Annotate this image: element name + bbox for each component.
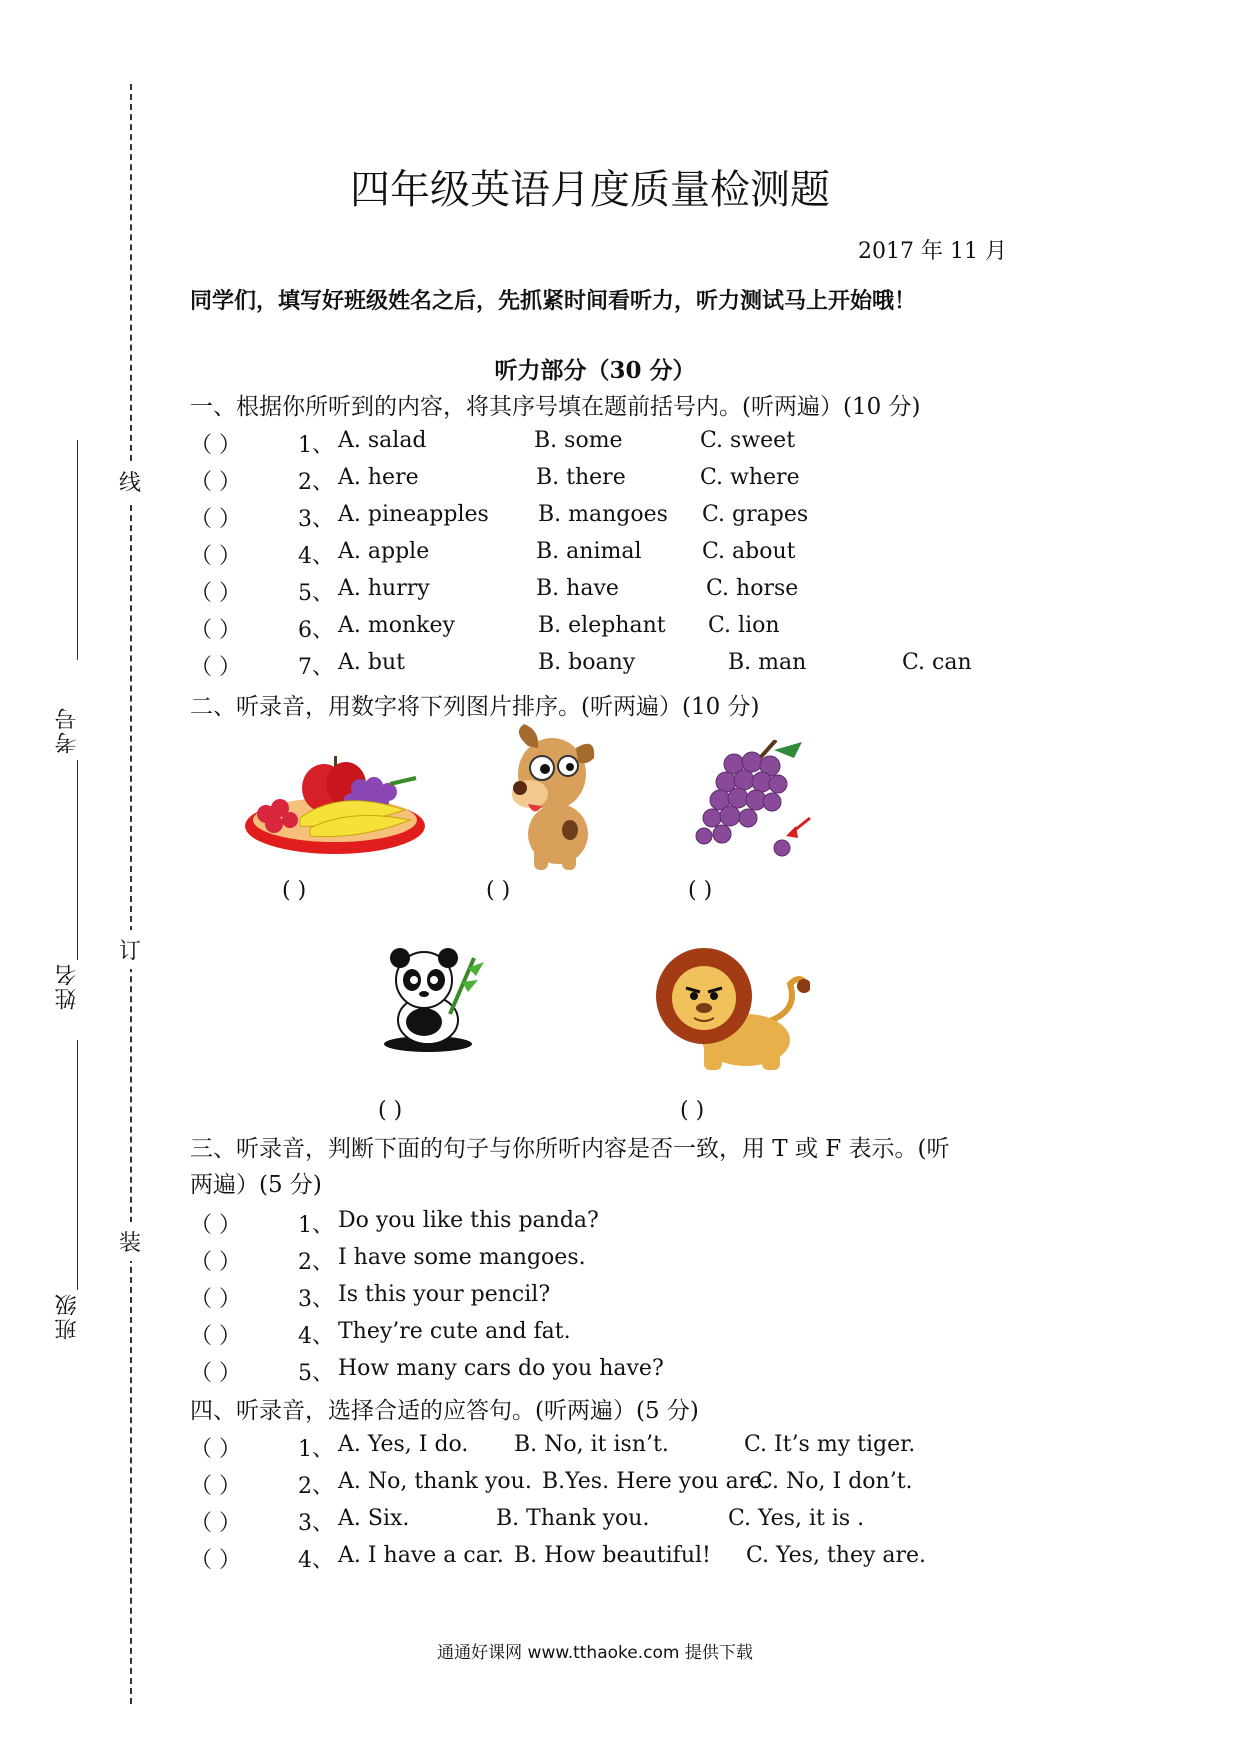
section2-title: 二、听录音，用数字将下列图片排序。(听两遍）(10 分) (190, 694, 760, 720)
item-number: 4、 (298, 544, 334, 569)
statement-text: Is this your pencil? (338, 1282, 551, 1307)
option-a: A. Six. (338, 1506, 410, 1531)
option-b: B. there (536, 465, 626, 490)
answer-paren[interactable]: （ ） (190, 1287, 241, 1312)
item-number: 1、 (298, 433, 334, 458)
answer-paren[interactable]: （ ） (190, 433, 241, 458)
option-c: C. where (700, 465, 800, 490)
kaohao-fill-line (77, 440, 78, 660)
option-b: B. mangoes (538, 502, 668, 527)
answer-paren[interactable]: （ ） (190, 1324, 241, 1349)
panda-image (378, 944, 488, 1054)
dog-image (498, 722, 608, 872)
lion-image (650, 944, 810, 1074)
option-c: C. Yes, it is . (728, 1506, 865, 1531)
item-number: 4、 (298, 1548, 334, 1573)
section1-title: 一、根据你所听到的内容，将其序号填在题前括号内。(听两遍）(10 分) (190, 394, 921, 420)
item-number: 2、 (298, 470, 334, 495)
section4-title: 四、听录音，选择合适的应答句。(听两遍）(5 分) (190, 1398, 699, 1424)
option-c: C. sweet (700, 428, 796, 453)
grapes-image (690, 740, 820, 860)
option-a: A. No, thank you. (338, 1469, 532, 1494)
picture-answer-paren[interactable]: ( ) (282, 878, 307, 903)
item-number: 5、 (298, 1361, 334, 1386)
banji-fill-line (77, 1040, 78, 1290)
option-a: A. pineapples (338, 502, 489, 527)
item-number: 2、 (298, 1250, 334, 1275)
statement-text: How many cars do you have? (338, 1356, 664, 1381)
option-c: C. lion (708, 613, 780, 638)
option-c: C. horse (706, 576, 799, 601)
option-b: B. elephant (538, 613, 666, 638)
item-number: 3、 (298, 1511, 334, 1536)
answer-paren[interactable]: （ ） (190, 1511, 241, 1536)
option-b: B. How beautiful! (514, 1543, 711, 1568)
section3-title-line1: 三、听录音，判断下面的句子与你所听内容是否一致，用 T 或 F 表示。(听 (190, 1136, 950, 1162)
intro-text: 同学们，填写好班级姓名之后，先抓紧时间看听力，听力测试马上开始哦！ (190, 288, 917, 314)
picture-answer-paren[interactable]: ( ) (688, 878, 713, 903)
option-b: B. boany (538, 650, 636, 675)
option-c: C. No, I don’t. (756, 1469, 913, 1494)
answer-paren[interactable]: （ ） (190, 618, 241, 643)
answer-paren[interactable]: （ ） (190, 581, 241, 606)
option-b: B.Yes. Here you are. (542, 1469, 770, 1494)
xingming-fill-line (77, 760, 78, 960)
option-c: C. Yes, they are. (746, 1543, 927, 1568)
option-c: B. man (728, 650, 807, 675)
answer-paren[interactable]: （ ） (190, 655, 241, 680)
option-b: B. animal (536, 539, 642, 564)
item-number: 3、 (298, 507, 334, 532)
option-a: A. Yes, I do. (338, 1432, 469, 1457)
option-d: C. can (902, 650, 972, 675)
option-b: B. have (536, 576, 619, 601)
answer-paren[interactable]: （ ） (190, 1250, 241, 1275)
margin-label-xian: 线 (118, 462, 142, 501)
option-a: A. here (338, 465, 419, 490)
statement-text: Do you like this panda? (338, 1208, 599, 1233)
item-number: 3、 (298, 1287, 334, 1312)
option-b: B. some (534, 428, 623, 453)
item-number: 7、 (298, 655, 334, 680)
xingming-label: 姓名 (55, 962, 80, 1010)
margin-label-ding: 订 (118, 930, 142, 969)
fruit-plate-image (240, 748, 430, 860)
answer-paren[interactable]: （ ） (190, 470, 241, 495)
page-title: 四年级英语月度质量检测题 (350, 167, 830, 213)
answer-paren[interactable]: （ ） (190, 1437, 241, 1462)
listening-heading: 听力部分（30 分） (494, 357, 696, 384)
statement-text: I have some mangoes. (338, 1245, 586, 1270)
option-c: C. grapes (702, 502, 809, 527)
picture-answer-paren[interactable]: ( ) (680, 1098, 705, 1123)
margin-label-zhuang: 装 (118, 1222, 142, 1261)
banji-label: 班级 (55, 1292, 80, 1340)
item-number: 6、 (298, 618, 334, 643)
answer-paren[interactable]: （ ） (190, 544, 241, 569)
option-a: A. but (338, 650, 405, 675)
item-number: 1、 (298, 1437, 334, 1462)
binding-dashed-line (130, 84, 132, 1704)
item-number: 1、 (298, 1213, 334, 1238)
option-a: A. I have a car. (338, 1543, 504, 1568)
statement-text: They’re cute and fat. (338, 1319, 571, 1344)
exam-date: 2017 年 11 月 (858, 239, 1007, 264)
answer-paren[interactable]: （ ） (190, 1548, 241, 1573)
picture-answer-paren[interactable]: ( ) (378, 1098, 403, 1123)
page-footer: 通通好课网 www.tthaoke.com 提供下载 (437, 1643, 753, 1663)
option-c: C. It’s my tiger. (744, 1432, 916, 1457)
section3-title-line2: 两遍）(5 分) (190, 1172, 322, 1198)
option-c: C. about (702, 539, 796, 564)
item-number: 5、 (298, 581, 334, 606)
option-a: A. hurry (338, 576, 430, 601)
item-number: 2、 (298, 1474, 334, 1499)
kaohao-label: 考号 (55, 706, 80, 754)
option-b: B. No, it isn’t. (514, 1432, 669, 1457)
answer-paren[interactable]: （ ） (190, 1213, 241, 1238)
option-a: A. apple (338, 539, 430, 564)
answer-paren[interactable]: （ ） (190, 1474, 241, 1499)
answer-paren[interactable]: （ ） (190, 1361, 241, 1386)
item-number: 4、 (298, 1324, 334, 1349)
option-b: B. Thank you. (496, 1506, 650, 1531)
picture-answer-paren[interactable]: ( ) (486, 878, 511, 903)
option-a: A. monkey (338, 613, 455, 638)
option-a: A. salad (338, 428, 427, 453)
answer-paren[interactable]: （ ） (190, 507, 241, 532)
